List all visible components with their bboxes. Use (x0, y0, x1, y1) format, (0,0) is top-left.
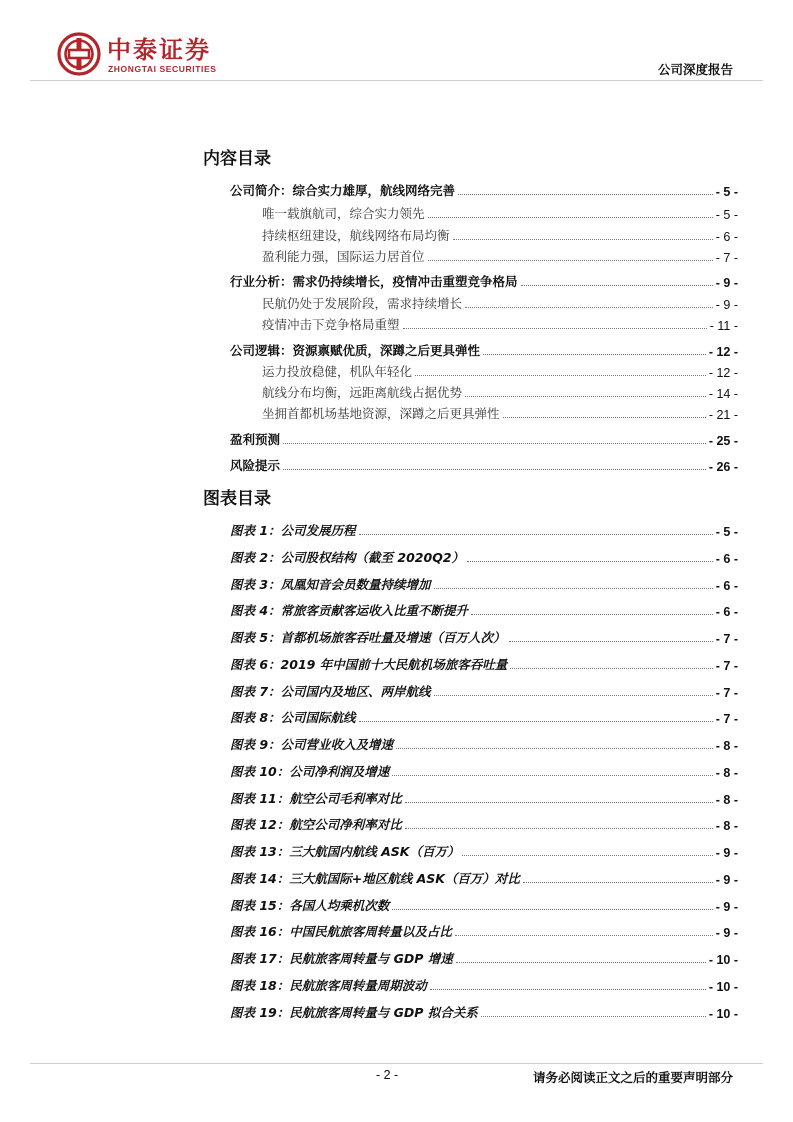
dot-leader (509, 641, 713, 642)
entry-title: 盈利能力强，国际运力居首位 (262, 249, 425, 264)
report-type-label: 公司深度报告 (657, 62, 733, 77)
entry-title: 图表 14：三大航国际+地区航线 ASK（百万）对比 (230, 870, 520, 886)
entry-title: 图表 4：常旅客贡献客运收入比重不断提升 (230, 603, 469, 619)
figure-list-entry[interactable] (230, 922, 738, 940)
entry-title: 图表 1：公司发展历程 (230, 523, 356, 538)
entry-page-number: - 5 - (715, 525, 738, 539)
figure-list-title: 图表目录 (203, 489, 271, 509)
dot-leader (392, 909, 713, 910)
entry-page-number: - 5 - (715, 185, 738, 199)
entry-page-number: - 6 - (715, 551, 738, 566)
figure-list-entry[interactable] (230, 815, 738, 833)
entry-page-number: - 25 - (708, 434, 738, 448)
figure-list-entry[interactable] (230, 896, 738, 914)
entry-page-number: - 10 - (708, 979, 738, 994)
dot-leader (462, 855, 712, 856)
entry-title: 盈利预测 (230, 432, 281, 447)
entry-title: 持续枢纽建设，航线网络布局均衡 (262, 228, 450, 243)
entry-title: 公司简介：综合实力雄厚，航线网络完善 (230, 183, 456, 198)
figure-list-entry[interactable] (230, 949, 738, 967)
entry-page-number: - 7 - (715, 658, 738, 673)
entry-title: 唯一载旗航司，综合实力领先 (262, 206, 425, 221)
dot-leader (359, 534, 713, 535)
toc-chapter-entry[interactable] (230, 456, 738, 474)
figure-list-entry[interactable] (230, 628, 738, 646)
toc-section-entry[interactable] (262, 247, 738, 265)
dot-leader (428, 260, 713, 261)
entry-page-number: - 6 - (715, 578, 738, 593)
toc-chapter-entry[interactable] (230, 430, 738, 448)
entry-page-number: - 5 - (715, 208, 738, 222)
logo-chinese-name: 中泰证券 (107, 36, 211, 64)
entry-title: 图表 6：2019 年中国前十大民航机场旅客吞吐量 (230, 656, 508, 672)
entry-page-number: - 12 - (708, 345, 738, 359)
toc-section-entry[interactable] (262, 404, 738, 422)
entry-title: 图表 13：三大航国内航线 ASK（百万） (230, 844, 460, 859)
footer-disclaimer: 请务必阅读正文之后的重要声明部分 (532, 1070, 733, 1085)
dot-leader (453, 239, 713, 240)
entry-page-number: - 8 - (715, 765, 738, 780)
toc-section-entry[interactable] (262, 226, 738, 244)
dot-leader (434, 695, 713, 696)
dot-leader (465, 396, 706, 397)
entry-page-number: - 12 - (708, 366, 738, 380)
entry-title: 疫情冲击下竞争格局重塑 (262, 317, 400, 332)
entry-page-number: - 9 - (715, 276, 738, 290)
toc-section-entry[interactable] (262, 315, 738, 333)
entry-title: 图表 2：公司股权结构（截至 2020Q2） (230, 549, 465, 565)
entry-title: 图表 12：航空公司净利率对比 (230, 817, 402, 833)
entry-title: 公司逻辑：资源禀赋优质，深蹲之后更具弹性 (230, 343, 481, 358)
dot-leader (428, 217, 713, 218)
footer-divider (30, 1063, 763, 1064)
entry-page-number: - 8 - (715, 819, 738, 834)
toc-title: 内容目录 (203, 149, 271, 169)
entry-page-number: - 10 - (708, 1006, 738, 1021)
dot-leader (521, 285, 713, 286)
entry-title: 图表 8：公司国际航线 (230, 710, 356, 726)
figure-list-entry[interactable] (230, 1003, 738, 1021)
entry-page-number: - 8 - (715, 739, 738, 753)
toc-chapter-entry[interactable] (230, 181, 738, 199)
entry-page-number: - 9 - (715, 926, 738, 941)
dot-leader (510, 668, 713, 669)
toc-chapter-entry[interactable] (230, 272, 738, 290)
dot-leader (503, 417, 706, 418)
figure-list-entry[interactable] (230, 869, 738, 887)
figure-list-entry[interactable] (230, 842, 738, 860)
dot-leader (481, 1016, 706, 1017)
zhongtai-logo-icon (57, 32, 101, 76)
entry-page-number: - 7 - (715, 685, 738, 700)
entry-title: 图表 17：民航旅客周转量与 GDP 增速 (230, 951, 453, 966)
entry-title: 图表 5：首都机场旅客吞吐量及增速（百万人次） (230, 630, 506, 645)
figure-list-entry[interactable] (230, 601, 738, 619)
entry-page-number: - 21 - (708, 408, 738, 422)
dot-leader (430, 989, 706, 990)
entry-page-number: - 9 - (715, 846, 738, 860)
entry-title: 图表 7：公司国内及地区、两岸航线 (230, 683, 431, 699)
entry-title: 图表 19：民航旅客周转量与 GDP 拟合关系 (230, 1004, 478, 1020)
figure-list-entry[interactable] (230, 762, 738, 780)
entry-title: 民航仍处于发展阶段，需求持续增长 (262, 296, 463, 311)
entry-title: 航线分布均衡，远距离航线占据优势 (262, 385, 463, 400)
dot-leader (434, 588, 713, 589)
toc-section-entry[interactable] (262, 362, 738, 380)
entry-title: 坐拥首都机场基地资源，深蹲之后更具弹性 (262, 406, 500, 421)
dot-leader (405, 828, 713, 829)
figure-list-entry[interactable] (230, 789, 738, 807)
entry-title: 图表 18：民航旅客周转量周期波动 (230, 977, 427, 993)
figure-list-entry[interactable] (230, 682, 738, 700)
entry-page-number: - 7 - (715, 632, 738, 646)
entry-page-number: - 6 - (715, 605, 738, 620)
figure-list-entry[interactable] (230, 655, 738, 673)
entry-title: 行业分析：需求仍持续增长，疫情冲击重塑竞争格局 (230, 274, 518, 289)
entry-page-number: - 8 - (715, 792, 738, 807)
dot-leader (415, 375, 706, 376)
figure-list-entry[interactable] (230, 976, 738, 994)
logo-english-name: ZHONGTAI SECURITIES (108, 64, 217, 74)
dot-leader (471, 614, 713, 615)
figure-list-entry[interactable] (230, 708, 738, 726)
entry-page-number: - 6 - (715, 230, 738, 244)
figure-list-entry[interactable] (230, 521, 738, 539)
entry-title: 图表 11：航空公司毛利率对比 (230, 790, 402, 806)
dot-leader (405, 802, 713, 803)
dot-leader (483, 354, 706, 355)
entry-title: 图表 9：公司营业收入及增速 (230, 737, 394, 752)
entry-title: 图表 16：中国民航旅客周转量以及占比 (230, 924, 452, 940)
toc-section-entry[interactable] (262, 383, 738, 401)
toc-chapter-entry[interactable] (230, 341, 738, 359)
header-divider (30, 80, 763, 81)
dot-leader (458, 194, 713, 195)
toc-section-entry[interactable] (262, 204, 738, 222)
entry-page-number: - 9 - (715, 899, 738, 914)
dot-leader (283, 443, 706, 444)
entry-page-number: - 11 - (709, 319, 738, 333)
entry-page-number: - 9 - (715, 298, 738, 312)
dot-leader (465, 307, 713, 308)
dot-leader (467, 561, 713, 562)
dot-leader (455, 935, 713, 936)
figure-list-entry[interactable] (230, 735, 738, 753)
entry-page-number: - 14 - (708, 387, 738, 401)
entry-title: 运力投放稳健，机队年轻化 (262, 364, 413, 379)
figure-list-entry[interactable] (230, 575, 738, 593)
page-number: - 2 - (376, 1068, 399, 1082)
dot-leader (283, 469, 706, 470)
entry-title: 图表 10：公司净利润及增速 (230, 763, 390, 779)
entry-page-number: - 26 - (708, 460, 738, 474)
dot-leader (359, 721, 713, 722)
figure-list-entry[interactable] (230, 548, 738, 566)
entry-title: 图表 15：各国人均乘机次数 (230, 897, 390, 913)
entry-page-number: - 9 - (715, 872, 738, 887)
entry-title: 图表 3：凤凰知音会员数量持续增加 (230, 576, 431, 592)
dot-leader (403, 328, 707, 329)
entry-page-number: - 7 - (715, 712, 738, 727)
dot-leader (523, 882, 713, 883)
entry-page-number: - 10 - (708, 953, 738, 967)
entry-page-number: - 7 - (715, 251, 738, 265)
entry-title: 风险提示 (230, 458, 281, 473)
dot-leader (396, 748, 713, 749)
toc-section-entry[interactable] (262, 294, 738, 312)
dot-leader (392, 775, 713, 776)
dot-leader (456, 962, 706, 963)
